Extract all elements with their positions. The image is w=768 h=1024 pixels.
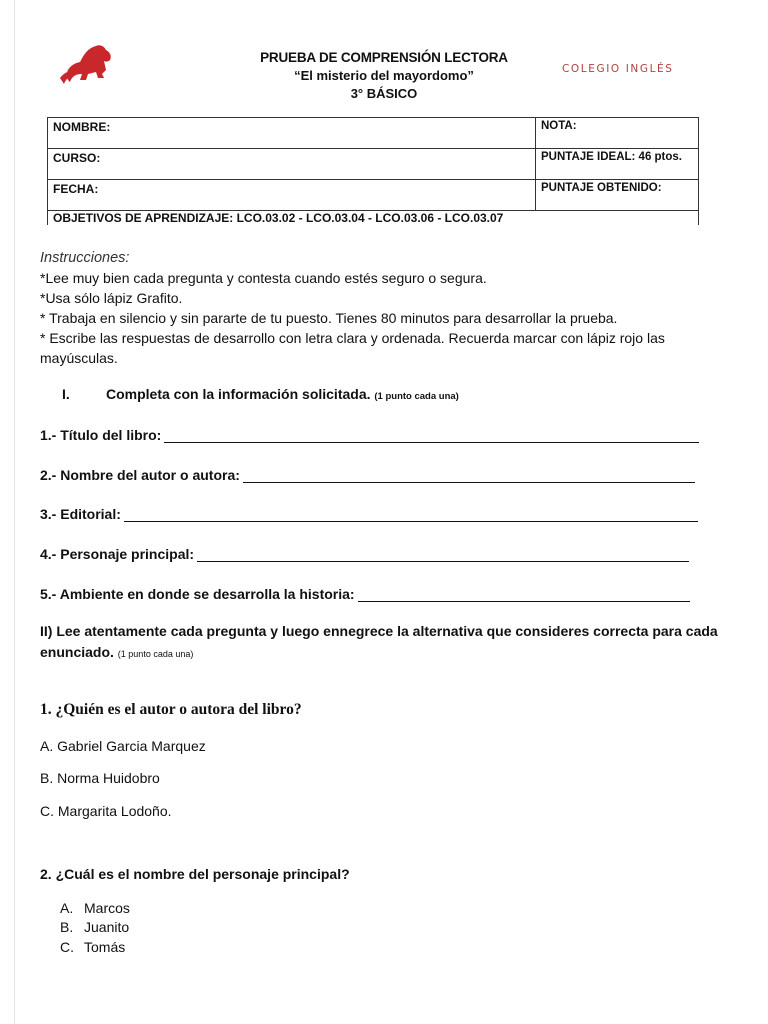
instruction-line: *Usa sólo lápiz Grafito.: [40, 290, 183, 306]
option-text: Juanito: [84, 919, 130, 935]
mcq-1-question: 1. ¿Quién es el autor o autora del libro?: [40, 701, 302, 718]
question-setting: [40, 586, 690, 602]
book-title: “El misterio del mayordomo”: [294, 68, 474, 83]
instruction-line: *Lee muy bien cada pregunta y contesta cuando estés seguro o segura.: [40, 270, 487, 286]
document-header: [220, 49, 548, 103]
grade-level: 3° BÁSICO: [350, 86, 418, 101]
section-1-number: I.: [62, 386, 70, 402]
option-text: Marcos: [84, 900, 130, 916]
question-author: [40, 467, 695, 483]
obtained-score-field[interactable]: PUNTAJE OBTENIDO:: [536, 180, 699, 211]
question-main-character: [40, 546, 689, 562]
section-2-heading: [40, 621, 720, 665]
mcq-1-option-b[interactable]: B. Norma Huidobro: [40, 770, 160, 786]
answer-line[interactable]: [197, 547, 689, 562]
grade-score-field[interactable]: NOTA:: [536, 118, 699, 149]
answer-line[interactable]: [164, 428, 699, 443]
date-field[interactable]: FECHA:: [48, 180, 536, 211]
section-1-points: (1 punto cada una): [374, 391, 459, 402]
question-publisher: [40, 506, 698, 522]
question-label: 4.- Personaje principal:: [40, 546, 195, 562]
mcq-2-question: 2. ¿Cuál es el nombre del personaje principal?: [40, 866, 350, 882]
answer-line[interactable]: [358, 587, 690, 602]
answer-line[interactable]: [243, 468, 695, 483]
course-field[interactable]: CURSO:: [48, 149, 536, 180]
student-info-table: [47, 117, 699, 225]
answer-line[interactable]: [124, 507, 698, 522]
instruction-line: * Trabaja en silencio y sin pararte de tu puesto. Tienes 80 minutos para desarrollar la prueba.: [40, 310, 618, 326]
page-margin-line: [14, 0, 15, 1024]
mcq-2-option-c[interactable]: [60, 939, 125, 955]
question-book-title: [40, 427, 699, 443]
mcq-2-option-b[interactable]: [60, 919, 129, 935]
section-2-points: (1 punto cada una): [117, 649, 194, 659]
document-title: PRUEBA DE COMPRENSIÓN LECTORA: [260, 50, 508, 65]
mcq-1-option-c[interactable]: C. Margarita Lodoño.: [40, 803, 172, 819]
question-label: 3.- Editorial:: [40, 506, 121, 522]
section-1-heading: [62, 386, 459, 402]
lion-logo-icon: [58, 40, 116, 86]
question-label: 5.- Ambiente en donde se desarrolla la historia:: [40, 586, 355, 602]
mcq-2-option-a[interactable]: [60, 900, 130, 916]
name-field[interactable]: NOMBRE:: [48, 118, 536, 149]
learning-objectives: OBJETIVOS DE APRENDIZAJE: LCO.03.02 - LCO.03.04 - LCO.03.06 - LCO.03.07: [48, 211, 699, 226]
instructions-heading: Instrucciones:: [40, 250, 130, 266]
option-text: Tomás: [84, 939, 126, 955]
section-2-title: II) Lee atentamente cada pregunta y luego ennegrece la alternativa que consideres correcta para cada enunciado.: [40, 623, 718, 660]
school-name: COLEGIO INGLÉS: [562, 63, 674, 75]
ideal-score-label: PUNTAJE IDEAL: 46 ptos.: [536, 149, 699, 180]
instruction-line: * Escribe las respuestas de desarrollo con letra clara y ordenada. Recuerda marcar con lápiz rojo las mayúsculas.: [40, 330, 665, 366]
instructions-block: [40, 248, 720, 368]
question-label: 1.- Título del libro:: [40, 427, 162, 443]
section-1-title: Completa con la información solicitada.: [106, 386, 371, 402]
option-letter: C.: [60, 939, 74, 955]
option-letter: B.: [60, 919, 74, 935]
option-letter: A.: [60, 900, 74, 916]
question-label: 2.- Nombre del autor o autora:: [40, 467, 240, 483]
mcq-1-option-a[interactable]: A. Gabriel Garcia Marquez: [40, 738, 206, 754]
